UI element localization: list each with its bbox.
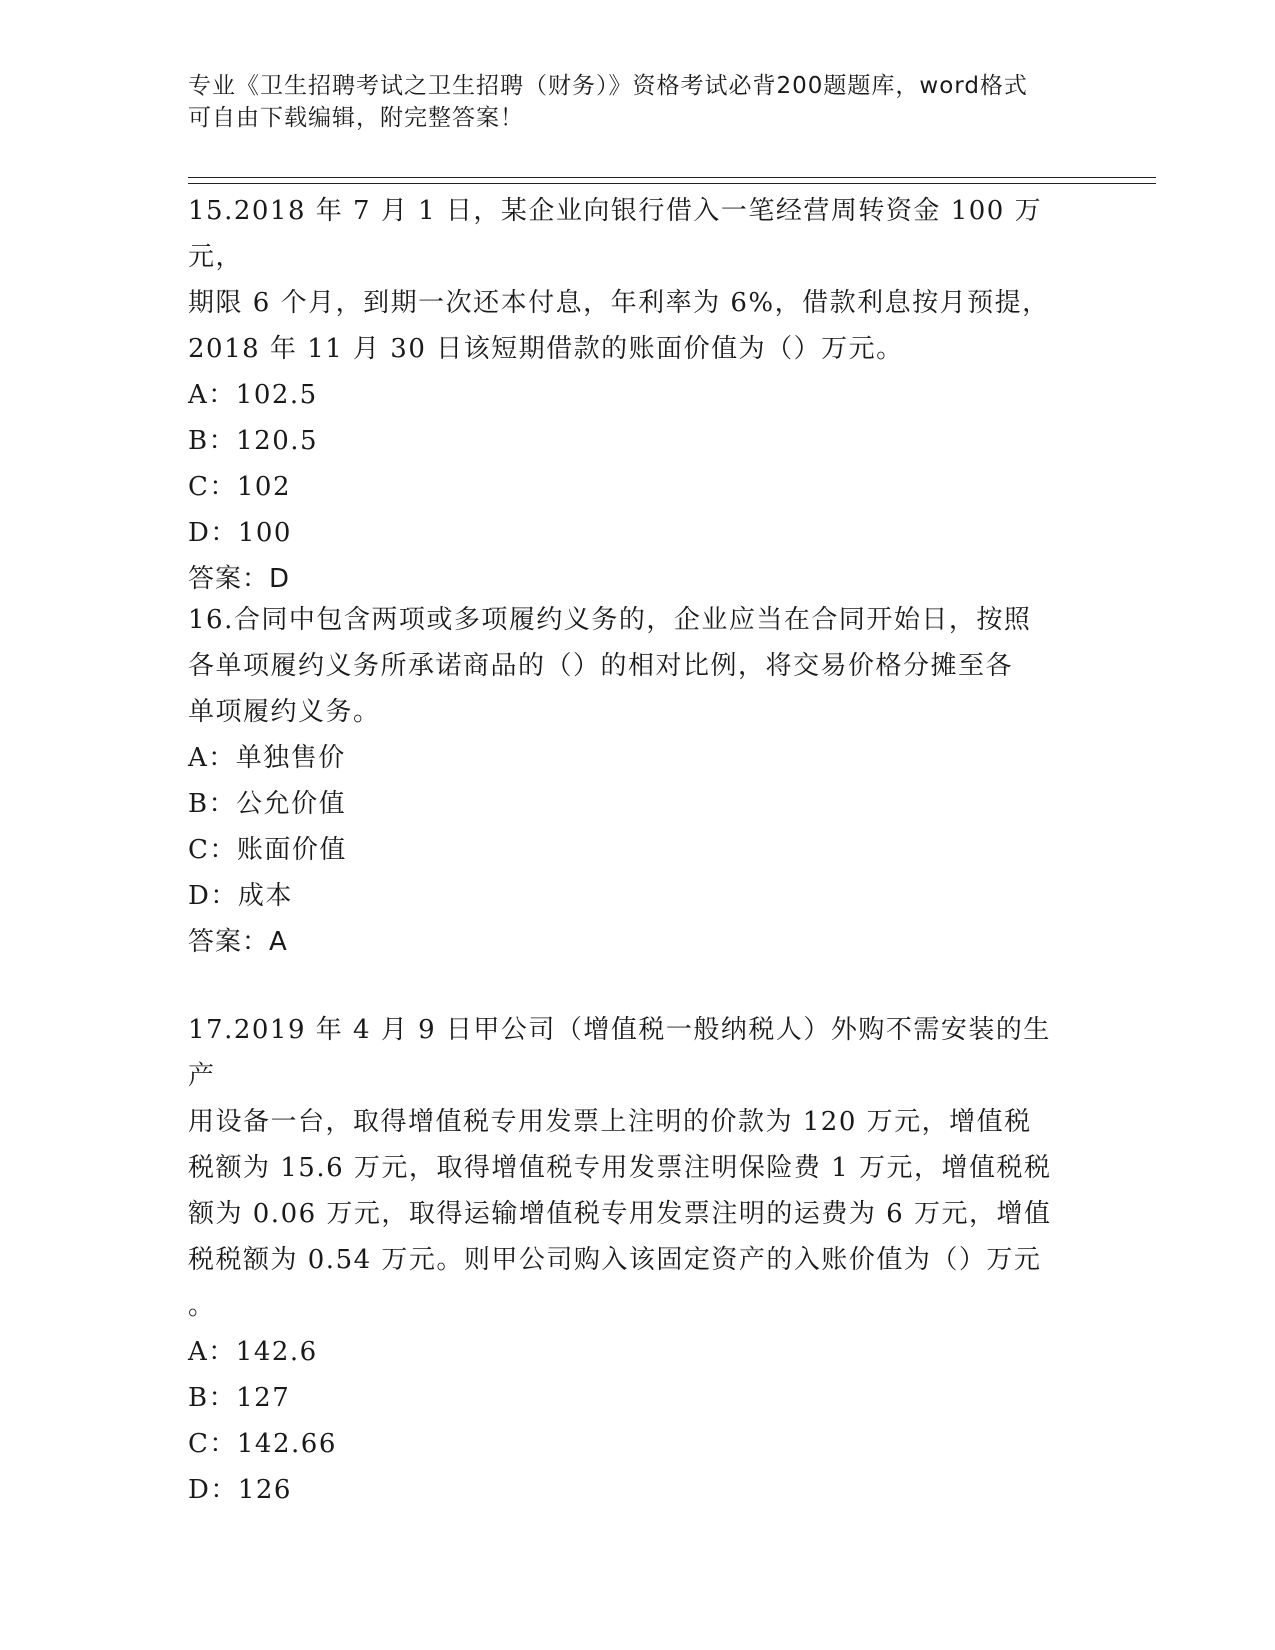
answer: 答案：D	[188, 564, 291, 594]
option-c: C：142.66	[188, 1429, 337, 1459]
option-c: C：账面价值	[188, 835, 347, 865]
header-divider-top	[188, 177, 1156, 178]
question-stem-line: 15.2018 年 7 月 1 日，某企业向银行借入一笔经营周转资金 100 万元，	[188, 196, 1043, 272]
header-line-2: 可自由下载编辑，附完整答案！	[188, 105, 524, 131]
document-header	[188, 70, 1068, 134]
question-stem-line: 额为 0.06 万元，取得运输增值税专用发票注明的运费为 6 万元，增值	[188, 1199, 1052, 1229]
option-c: C：102	[188, 472, 292, 502]
option-b: B：120.5	[188, 426, 319, 456]
question-15	[188, 188, 1068, 602]
answer: 答案：A	[188, 927, 288, 957]
option-d: D：100	[188, 518, 292, 548]
option-d: D：126	[188, 1475, 292, 1505]
question-16	[188, 597, 1068, 965]
question-stem-line: 16.合同中包含两项或多项履约义务的，企业应当在合同开始日，按照	[188, 605, 1032, 635]
question-stem-line: 。	[188, 1291, 216, 1321]
question-stem-line: 2018 年 11 月 30 日该短期借款的账面价值为（）万元。	[188, 334, 904, 364]
option-a: A：142.6	[188, 1337, 318, 1367]
question-stem-line: 用设备一台，取得增值税专用发票上注明的价款为 120 万元，增值税	[188, 1107, 1032, 1137]
question-stem-line: 各单项履约义务所承诺商品的（）的相对比例，将交易价格分摊至各	[188, 651, 1014, 681]
option-a: A：102.5	[188, 380, 318, 410]
question-17	[188, 1007, 1068, 1513]
option-b: B：127	[188, 1383, 291, 1413]
option-a: A：单独售价	[188, 743, 346, 773]
question-stem-line: 期限 6 个月，到期一次还本付息，年利率为 6%，借款利息按月预提，	[188, 288, 1050, 318]
question-stem-line: 税税额为 0.54 万元。则甲公司购入该固定资产的入账价值为（）万元	[188, 1245, 1042, 1275]
question-stem-line: 税额为 15.6 万元，取得增值税专用发票注明保险费 1 万元，增值税税	[188, 1153, 1052, 1183]
header-divider-bottom	[188, 183, 1156, 184]
option-d: D：成本	[188, 881, 293, 911]
question-stem-line: 单项履约义务。	[188, 697, 381, 727]
option-b: B：公允价值	[188, 789, 347, 819]
header-line-1: 专业《卫生招聘考试之卫生招聘（财务）》资格考试必背200题题库，word格式	[188, 73, 1028, 99]
question-stem-line: 17.2019 年 4 月 9 日甲公司（增值税一般纳税人）外购不需安装的生产	[188, 1015, 1051, 1091]
